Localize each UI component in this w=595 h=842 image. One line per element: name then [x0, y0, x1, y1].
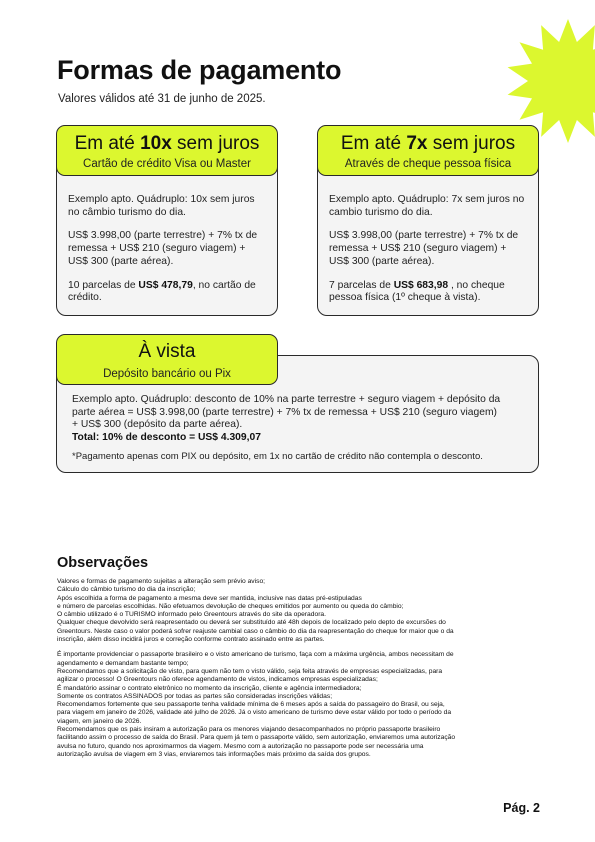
credit-card-installments: 10 parcelas de US$ 478,79, no cartão de crédito. [68, 279, 256, 304]
observation-line: Cálculo do câmbio turismo do dia da inscrição; [57, 586, 196, 594]
observation-line: Somente os contratos ASSINADOS por todas as partes são consideradas inscrições válidas; [57, 692, 333, 700]
observation-line: agilizar o processo! O Greentours não oferece agendamento de vistos, indicamos empresas especializadas; [57, 676, 378, 684]
cash-body [72, 394, 502, 464]
credit-card-title: Em até 10x sem juros [74, 133, 260, 154]
observation-line: agendamento e demandam bastante tempo; [57, 659, 189, 667]
cash-example: Exemplo apto. Quádruplo: desconto de 10% na parte terrestre + seguro viagem + depósito da parte aérea = US$ 3.998,00 (parte terrestre) + 7% tx de remessa + US$ 210 (seguro viagem) + US$ 300 (depósito da parte aérea). [72, 394, 501, 431]
cash-title: À vista [138, 341, 196, 362]
page-number: Pág. 2 [503, 801, 540, 815]
observations-list [57, 578, 543, 759]
observation-line: e número de parcelas escolhidas. Não efetuamos devolução de cheques emitidos por aumento ou queda do câmbio; [57, 602, 404, 610]
observation-line: O câmbio utilizado é o TURISMO informado pelo Greentours através do site da operadora. [57, 611, 326, 619]
credit-card-subtitle: Cartão de crédito Visa ou Master [83, 158, 251, 170]
observation-line: Recomendamos que os pais insiram a autorização para os menores viajando desacompanhados no próprio passaporte brasileiro [57, 726, 441, 734]
observation-line: Recomendamos fortemente que seu passaporte tenha validade mínima de 6 meses após a saída do passageiro do Brasil, ou seja, [57, 701, 445, 709]
cheque-subtitle: Através de cheque pessoa física [344, 158, 512, 170]
observation-line: Recomendamos que a solicitação de visto, para quem não tem o visto válido, seja feita através de empresas especializadas, para [57, 667, 443, 675]
observation-line: Valores e formas de pagamento sujeitas a alteração sem prévio aviso; [57, 578, 266, 585]
validity-note: Valores válidos até 31 de junho de 2025. [58, 93, 266, 105]
observation-line: Após escolhida a forma de pagamento a mesma deve ser mantida, inclusive nas datas pré-estipuladas [57, 594, 362, 602]
observation-line: avulsa no futuro, quando nos aproximarmos da viagem. Mesmo com a autorização no passaporte pode ser necessária uma [57, 742, 424, 750]
cash-subtitle: Depósito bancário ou Pix [103, 368, 231, 380]
credit-card-body [68, 194, 268, 316]
observation-line: É mandatório assinar o contrato eletrônico no momento da inscrição, cliente e agência intermediadora; [57, 684, 362, 692]
cheque-example: Exemplo apto. Quádruplo: 7x sem juros no cambio turismo do dia. [329, 194, 525, 218]
observation-line: para viagem em janeiro de 2026, validade até julho de 2026. Já o visto americano de turismo deve estar válido por todo o período da [57, 709, 452, 717]
credit-card-header [56, 125, 278, 176]
credit-card-calculation: US$ 3.998,00 (parte terrestre) + 7% tx de remessa + US$ 210 (seguro viagem) + US$ 300 (parte aérea). [68, 230, 258, 267]
cash-footnote: *Pagamento apenas com PIX ou depósito, em 1x no cartão de crédito não contempla o desconto. [72, 450, 483, 462]
cheque-header [317, 125, 539, 176]
cash-header [56, 334, 278, 385]
observation-line: Greentours. Neste caso o valor poderá sofrer reajuste cambial caso o câmbio do dia da reapresentação do cheque for maior que o da [57, 627, 454, 635]
cash-total: Total: 10% de desconto = US$ 4.309,07 [72, 432, 261, 444]
cheque-body [329, 194, 529, 316]
credit-card-example: Exemplo apto. Quádruplo: 10x sem juros no câmbio turismo do dia. [68, 194, 255, 218]
observation-line: autorização avulsa de viagem em 3 vias, enviaremos tais informações mais próximo da saída dos grupos. [57, 750, 371, 758]
observation-line: viagem, em janeiro de 2026. [57, 717, 142, 725]
cheque-title: Em até 7x sem juros [340, 133, 516, 154]
cheque-calculation: US$ 3.998,00 (parte terrestre) + 7% tx de remessa + US$ 210 (seguro viagem) + US$ 300 (parte aérea). [329, 230, 519, 267]
observation-line: Qualquer cheque devolvido será reapresentado ou deverá ser substituído até 48h depois de localizado pelo depto de excursões do [57, 619, 446, 627]
cheque-installments: 7 parcelas de US$ 683,98 , no cheque pessoa física (1º cheque à vista). [329, 279, 505, 304]
observation-line: inscrição, além disso incidirá juros e correção conforme contrato assinado entre as partes. [57, 636, 325, 644]
observation-line: É importante providenciar o passaporte brasileiro e o visto americano de turismo, faça com a máxima urgência, ambos necessitam de [57, 651, 454, 659]
observation-line: facilitando assim o processo de saída do Brasil. Para quem já tem o passaporte válido, sem autorização, enviaremos uma autorização [57, 734, 456, 742]
observations-title: Observações [57, 555, 149, 571]
page-title: Formas de pagamento [57, 55, 342, 85]
